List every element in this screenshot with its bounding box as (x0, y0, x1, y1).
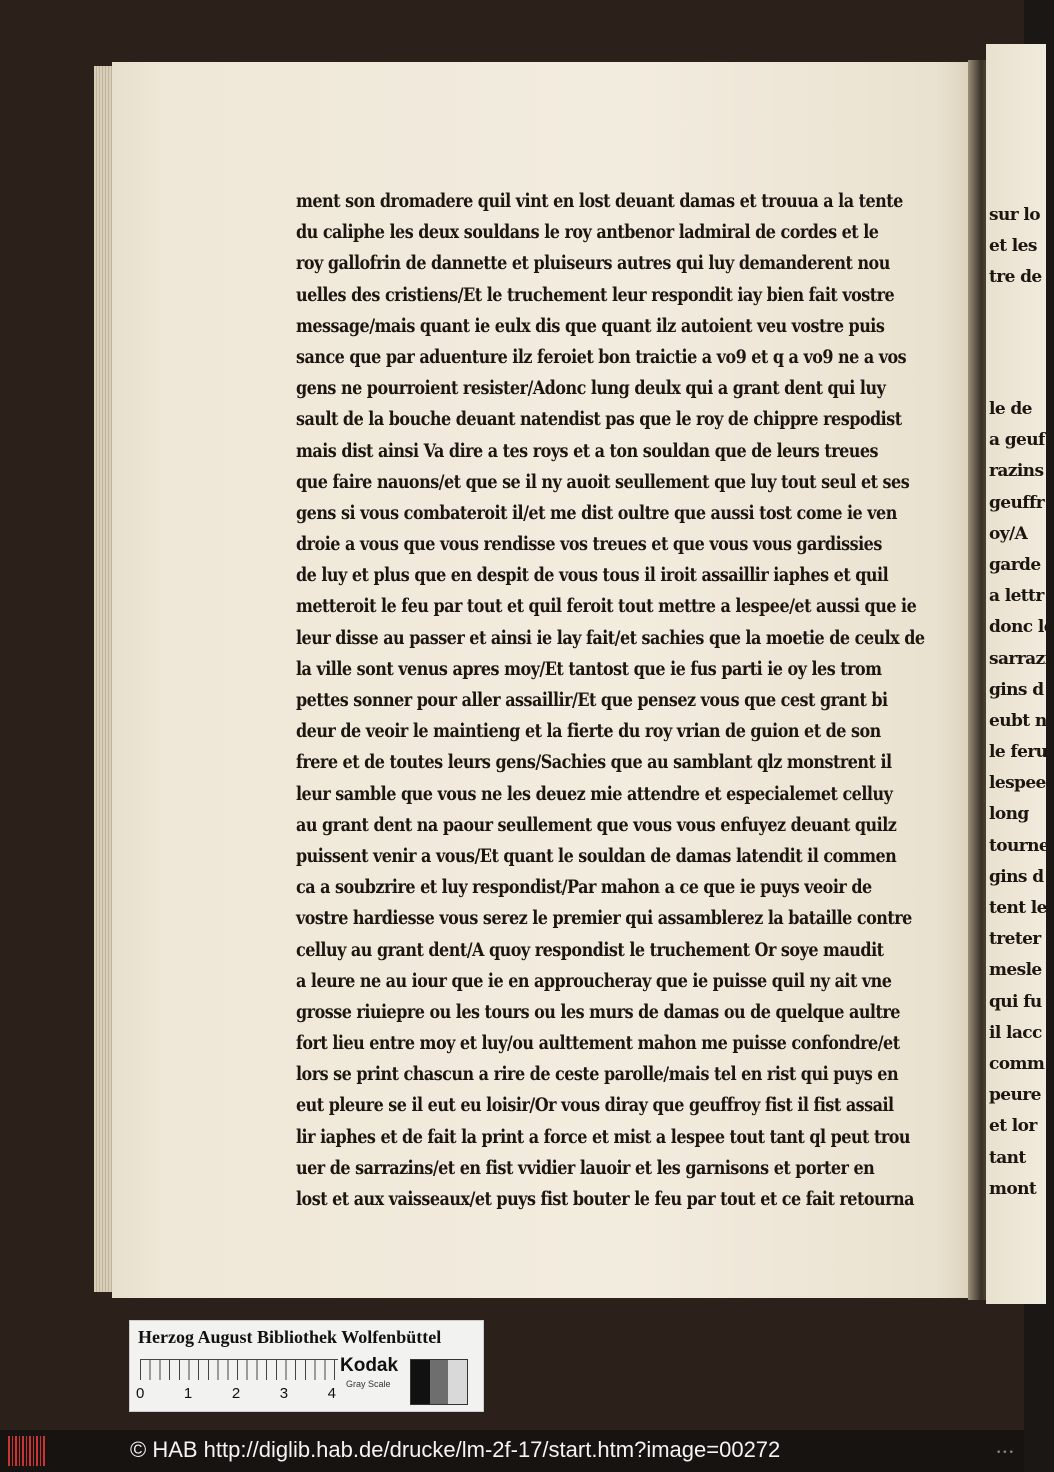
fragment-line: tre de (989, 267, 1042, 288)
fragment-line: a geuf (989, 430, 1045, 451)
text-line: lors se print chascun a rire de ceste parolle/mais tel en rist qui puys en (296, 1064, 899, 1086)
fragment-line: le de (989, 399, 1032, 419)
text-line: message/mais quant ie eulx dis que quant ilz autoient veu vostre puis (296, 315, 885, 337)
main-text-block (296, 186, 924, 1215)
text-line: gens ne pourroient resister/Adonc lung deulx qui a grant dent qui luy (296, 378, 886, 400)
fragment-line: et lor (989, 1116, 1037, 1137)
text-line: eut pleure se il eut eu loisir/Or vous diray que geuffroy fist il fist assail (296, 1095, 894, 1117)
text-line: grosse riuiepre ou les tours ou les murs de damas ou de quelque aultre (296, 1001, 900, 1023)
right-page-fragment-top (989, 200, 1042, 294)
text-line: gens si vous combateroit il/et me dist oultre que aussi tost come ie ven (296, 502, 897, 524)
hab-logo-icon (8, 1436, 46, 1466)
text-line: que faire nauons/et que se il ny auoit seullement que luy tout seul et ses (296, 471, 910, 493)
fragment-line: eubt n (989, 710, 1047, 731)
gray-swatch (411, 1360, 430, 1404)
ruler-number: 0 (136, 1385, 145, 1402)
fragment-line: tant (989, 1147, 1026, 1168)
text-line: ca a soubzrire et luy respondist/Par mahon a ce que ie puys veoir de (296, 877, 872, 899)
text-line: roy gallofrin de dannette et pluiseurs autres qui luy demanderent nou (296, 253, 890, 275)
kodak-logo: Kodak (340, 1355, 399, 1376)
text-line: du caliphe les deux souldans le roy antbenor ladmiral de cordes et le (296, 222, 879, 244)
fragment-line: donc le (989, 617, 1054, 638)
text-line: pettes sonner pour aller assaillir/Et que pensez vous que cest grant bi (296, 690, 888, 711)
color-calibration-target (129, 1320, 484, 1412)
fragment-line: peure (989, 1085, 1041, 1106)
text-line: sance que par aduenture ilz feroiet bon traictie a vo9 et q a vo9 ne a vos (296, 346, 907, 368)
fragment-line: tourne (989, 835, 1050, 856)
text-line: lir iaphes et de fait la print a force et mist a lespee tout tant ql peut trou (296, 1126, 911, 1148)
text-line: uelles des cristiens/Et le truchement leur respondit iay bien fait vostre (296, 284, 895, 306)
fragment-line: long (989, 804, 1029, 825)
menu-dots-icon[interactable]: ••• (996, 1448, 1015, 1458)
text-line: ment son dromadere quil vint en lost deuant damas et trouua a la tente (296, 191, 903, 212)
ruler-number: 4 (327, 1385, 336, 1402)
text-line: vostre hardiesse vous serez le premier qui assamblerez la bataille contre (296, 908, 912, 930)
gray-swatches (410, 1359, 468, 1405)
copyright-url: © HAB http://diglib.hab.de/drucke/lm-2f-17/start.htm?image=00272 (130, 1437, 781, 1462)
fragment-line: treter (989, 929, 1041, 950)
ruler-number: 1 (183, 1385, 193, 1402)
fragment-line: garde (989, 554, 1041, 575)
gray-scale-label: Gray Scale (346, 1379, 391, 1389)
gray-swatch (430, 1360, 449, 1404)
text-line: lost et aux vaisseaux/et puys fist bouter le feu par tout et ce fait retourna (296, 1189, 914, 1210)
fragment-line: razins (989, 461, 1044, 482)
fragment-line: geuffr (989, 492, 1045, 513)
fragment-line: oy/A (989, 523, 1028, 544)
gray-swatch (448, 1360, 467, 1404)
fragment-line: il lacc (989, 1022, 1042, 1043)
text-line: sault de la bouche deuant natendist pas que le roy de chippre respodist (296, 409, 902, 431)
text-line: deur de veoir le maintieng et la fierte du roy vrian de guion et de son (296, 721, 881, 743)
fragment-line: sur lo (989, 205, 1041, 225)
scale-ruler (140, 1359, 338, 1380)
text-line: puissent venir a vous/Et quant le souldan de damas latendit il commen (296, 845, 897, 867)
text-line: la ville sont venus apres moy/Et tantost que ie fus parti ie oy les trom (296, 658, 882, 680)
fragment-line: le feru (989, 742, 1048, 763)
text-line: a leure ne au iour que ie en approucheray que ie puisse quil ny ait vne (296, 970, 892, 992)
fragment-line: tent le (989, 898, 1047, 918)
text-line: metteroit le feu par tout et quil feroit tout mettre a lespee/et aussi que ie (296, 596, 917, 618)
fragment-line: mont (989, 1178, 1037, 1199)
fragment-line: et les (989, 236, 1037, 257)
text-line: de luy et plus que en despit de vous tous il iroit assaillir iaphes et quil (296, 565, 889, 587)
ruler-number: 2 (231, 1385, 241, 1402)
fragment-line: a lettr (989, 586, 1044, 607)
text-line: mais dist ainsi Va dire a tes roys et a ton souldan que de leurs treues (296, 440, 879, 462)
text-line: leur disse au passer et ainsi ie lay fait/et sachies que la moetie de ceulx de (296, 627, 925, 649)
fragment-line: gins d (989, 866, 1044, 887)
ruler-numbers (136, 1385, 336, 1402)
right-page-fragment-lower (989, 394, 1054, 1205)
fragment-line: comm (989, 1053, 1045, 1074)
fragment-line: qui fu (989, 991, 1042, 1012)
fragment-line: lespee (989, 773, 1046, 794)
fragment-line: mesle (989, 960, 1042, 981)
text-line: au grant dent na paour seullement que vous vous enfuyez deuant quilz (296, 814, 897, 836)
text-line: droie a vous que vous rendisse vos treues et que vous vous gardissies (296, 534, 882, 556)
ruler-number: 3 (279, 1385, 289, 1402)
text-line: celluy au grant dent/A quoy respondist le truchement Or soye maudit (296, 939, 884, 961)
text-line: fort lieu entre moy et luy/ou aulttement mahon me puisse confondre/et (296, 1033, 900, 1055)
library-name: Herzog August Bibliothek Wolfenbüttel (138, 1327, 442, 1347)
text-line: uer de sarrazins/et en fist vvidier lauoir et les garnisons et porter en (296, 1157, 875, 1179)
text-line: leur samble que vous ne les deuez mie attendre et especialemet celluy (296, 783, 893, 805)
fragment-line: gins d (989, 679, 1044, 700)
fragment-line: sarrazi (989, 648, 1051, 669)
text-line: frere et de toutes leurs gens/Sachies que au samblant qlz monstrent il (296, 752, 892, 774)
